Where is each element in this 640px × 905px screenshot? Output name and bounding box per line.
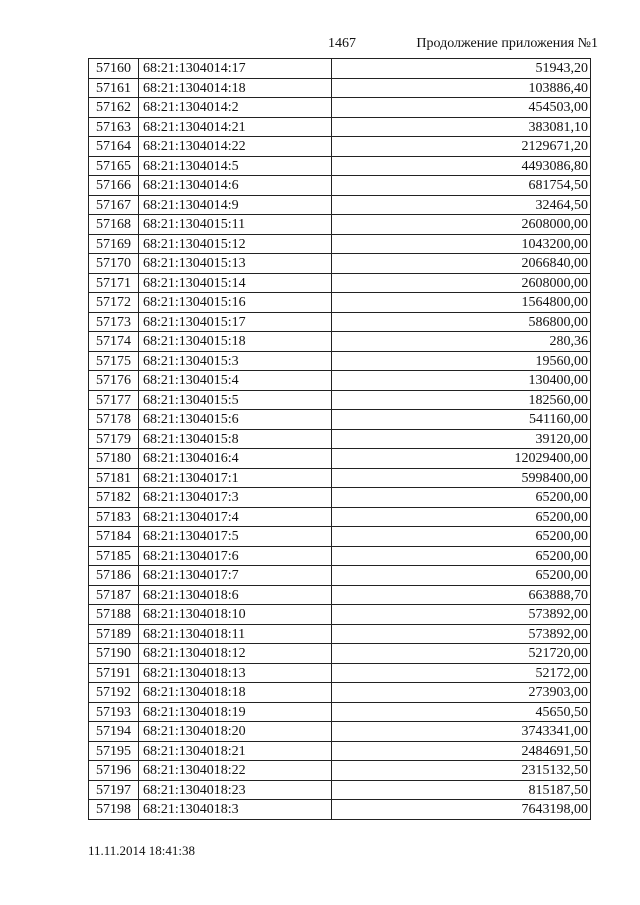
row-number: 57169 — [89, 235, 139, 254]
row-value: 573892,00 — [332, 625, 591, 644]
cadastral-number: 68:21:1304017:1 — [139, 469, 332, 488]
row-number: 57191 — [89, 664, 139, 683]
cadastral-number: 68:21:1304018:20 — [139, 722, 332, 741]
row-number: 57196 — [89, 761, 139, 780]
table-row — [89, 469, 591, 489]
table-row — [89, 761, 591, 781]
page-caption: Продолжение приложения №1 — [416, 36, 598, 51]
row-number: 57193 — [89, 703, 139, 722]
row-number: 57168 — [89, 215, 139, 234]
row-value: 32464,50 — [332, 196, 591, 215]
cadastral-number: 68:21:1304015:17 — [139, 313, 332, 332]
row-value: 586800,00 — [332, 313, 591, 332]
cadastral-number: 68:21:1304015:18 — [139, 332, 332, 351]
row-number: 57198 — [89, 800, 139, 819]
table-row — [89, 235, 591, 255]
row-value: 2315132,50 — [332, 761, 591, 780]
table-row — [89, 215, 591, 235]
row-number: 57187 — [89, 586, 139, 605]
row-value: 663888,70 — [332, 586, 591, 605]
table-row — [89, 664, 591, 684]
row-number: 57197 — [89, 781, 139, 800]
row-value: 39120,00 — [332, 430, 591, 449]
table-row — [89, 781, 591, 801]
table-row — [89, 605, 591, 625]
timestamp: 11.11.2014 18:41:38 — [88, 843, 196, 858]
row-number: 57163 — [89, 118, 139, 137]
table-row — [89, 371, 591, 391]
cadastral-number: 68:21:1304014:18 — [139, 79, 332, 98]
cadastral-number: 68:21:1304014:5 — [139, 157, 332, 176]
row-value: 130400,00 — [332, 371, 591, 390]
table-row — [89, 118, 591, 138]
cadastral-number: 68:21:1304015:6 — [139, 410, 332, 429]
row-value: 7643198,00 — [332, 800, 591, 819]
row-value: 1043200,00 — [332, 235, 591, 254]
cadastral-number: 68:21:1304018:12 — [139, 644, 332, 663]
table-row — [89, 79, 591, 99]
row-number: 57184 — [89, 527, 139, 546]
cadastral-number: 68:21:1304018:21 — [139, 742, 332, 761]
row-number: 57164 — [89, 137, 139, 156]
row-value: 103886,40 — [332, 79, 591, 98]
cadastral-number: 68:21:1304015:16 — [139, 293, 332, 312]
table-row — [89, 488, 591, 508]
row-value: 383081,10 — [332, 118, 591, 137]
row-number: 57170 — [89, 254, 139, 273]
cadastral-number: 68:21:1304014:17 — [139, 59, 332, 78]
cadastral-number: 68:21:1304018:3 — [139, 800, 332, 819]
row-value: 2608000,00 — [332, 274, 591, 293]
row-number: 57172 — [89, 293, 139, 312]
row-number: 57192 — [89, 683, 139, 702]
row-value: 521720,00 — [332, 644, 591, 663]
row-value: 45650,50 — [332, 703, 591, 722]
row-number: 57186 — [89, 566, 139, 585]
row-number: 57166 — [89, 176, 139, 195]
table-row — [89, 449, 591, 469]
cadastral-number: 68:21:1304018:19 — [139, 703, 332, 722]
cadastral-number: 68:21:1304017:3 — [139, 488, 332, 507]
row-value: 573892,00 — [332, 605, 591, 624]
cadastral-number: 68:21:1304015:4 — [139, 371, 332, 390]
table-row — [89, 176, 591, 196]
table-row — [89, 566, 591, 586]
row-value: 681754,50 — [332, 176, 591, 195]
row-number: 57165 — [89, 157, 139, 176]
row-number: 57160 — [89, 59, 139, 78]
table-row — [89, 410, 591, 430]
row-number: 57190 — [89, 644, 139, 663]
table-row — [89, 547, 591, 567]
table-row — [89, 742, 591, 762]
cadastral-number: 68:21:1304018:22 — [139, 761, 332, 780]
row-number: 57194 — [89, 722, 139, 741]
row-value: 65200,00 — [332, 488, 591, 507]
table-row — [89, 800, 591, 820]
table-row — [89, 137, 591, 157]
cadastral-number: 68:21:1304018:18 — [139, 683, 332, 702]
cadastral-number: 68:21:1304017:5 — [139, 527, 332, 546]
cadastral-number: 68:21:1304015:12 — [139, 235, 332, 254]
row-value: 2066840,00 — [332, 254, 591, 273]
row-value: 182560,00 — [332, 391, 591, 410]
table-row — [89, 625, 591, 645]
table-row — [89, 703, 591, 723]
table-row — [89, 352, 591, 372]
cadastral-number: 68:21:1304014:22 — [139, 137, 332, 156]
row-value: 12029400,00 — [332, 449, 591, 468]
table-row — [89, 293, 591, 313]
row-number: 57179 — [89, 430, 139, 449]
page-number: 1467 — [328, 36, 356, 51]
cadastral-number: 68:21:1304015:8 — [139, 430, 332, 449]
table-row — [89, 430, 591, 450]
cadastral-number: 68:21:1304015:13 — [139, 254, 332, 273]
row-number: 57180 — [89, 449, 139, 468]
row-value: 65200,00 — [332, 566, 591, 585]
row-number: 57178 — [89, 410, 139, 429]
row-value: 65200,00 — [332, 547, 591, 566]
row-value: 1564800,00 — [332, 293, 591, 312]
row-value: 3743341,00 — [332, 722, 591, 741]
table-row — [89, 332, 591, 352]
row-value: 454503,00 — [332, 98, 591, 117]
cadastral-number: 68:21:1304015:14 — [139, 274, 332, 293]
row-value: 4493086,80 — [332, 157, 591, 176]
table-row — [89, 508, 591, 528]
row-value: 541160,00 — [332, 410, 591, 429]
row-number: 57181 — [89, 469, 139, 488]
table-row — [89, 98, 591, 118]
row-number: 57174 — [89, 332, 139, 351]
row-value: 2484691,50 — [332, 742, 591, 761]
row-number: 57167 — [89, 196, 139, 215]
row-value: 52172,00 — [332, 664, 591, 683]
row-number: 57195 — [89, 742, 139, 761]
cadastral-number: 68:21:1304017:7 — [139, 566, 332, 585]
table-row — [89, 644, 591, 664]
cadastral-number: 68:21:1304015:5 — [139, 391, 332, 410]
row-number: 57161 — [89, 79, 139, 98]
row-number: 57189 — [89, 625, 139, 644]
table-row — [89, 196, 591, 216]
row-number: 57176 — [89, 371, 139, 390]
cadastral-number: 68:21:1304015:3 — [139, 352, 332, 371]
cadastral-number: 68:21:1304014:21 — [139, 118, 332, 137]
row-value: 273903,00 — [332, 683, 591, 702]
row-number: 57188 — [89, 605, 139, 624]
cadastral-number: 68:21:1304018:10 — [139, 605, 332, 624]
row-number: 57185 — [89, 547, 139, 566]
data-table — [88, 58, 591, 820]
row-value: 2608000,00 — [332, 215, 591, 234]
table-row — [89, 157, 591, 177]
table-row — [89, 527, 591, 547]
table-row — [89, 254, 591, 274]
cadastral-number: 68:21:1304015:11 — [139, 215, 332, 234]
cadastral-number: 68:21:1304018:13 — [139, 664, 332, 683]
row-value: 65200,00 — [332, 527, 591, 546]
table-row — [89, 59, 591, 79]
row-value: 5998400,00 — [332, 469, 591, 488]
cadastral-number: 68:21:1304018:6 — [139, 586, 332, 605]
cadastral-number: 68:21:1304016:4 — [139, 449, 332, 468]
row-number: 57177 — [89, 391, 139, 410]
cadastral-number: 68:21:1304017:4 — [139, 508, 332, 527]
row-value: 2129671,20 — [332, 137, 591, 156]
cadastral-number: 68:21:1304014:2 — [139, 98, 332, 117]
row-number: 57175 — [89, 352, 139, 371]
row-value: 280,36 — [332, 332, 591, 351]
table-row — [89, 586, 591, 606]
cadastral-number: 68:21:1304018:23 — [139, 781, 332, 800]
table-row — [89, 722, 591, 742]
table-row — [89, 313, 591, 333]
row-value: 815187,50 — [332, 781, 591, 800]
cadastral-number: 68:21:1304014:9 — [139, 196, 332, 215]
table-row — [89, 274, 591, 294]
row-number: 57182 — [89, 488, 139, 507]
table-row — [89, 683, 591, 703]
cadastral-number: 68:21:1304018:11 — [139, 625, 332, 644]
row-value: 19560,00 — [332, 352, 591, 371]
cadastral-number: 68:21:1304014:6 — [139, 176, 332, 195]
cadastral-number: 68:21:1304017:6 — [139, 547, 332, 566]
table-row — [89, 391, 591, 411]
row-number: 57183 — [89, 508, 139, 527]
row-value: 51943,20 — [332, 59, 591, 78]
row-number: 57171 — [89, 274, 139, 293]
row-value: 65200,00 — [332, 508, 591, 527]
row-number: 57162 — [89, 98, 139, 117]
row-number: 57173 — [89, 313, 139, 332]
